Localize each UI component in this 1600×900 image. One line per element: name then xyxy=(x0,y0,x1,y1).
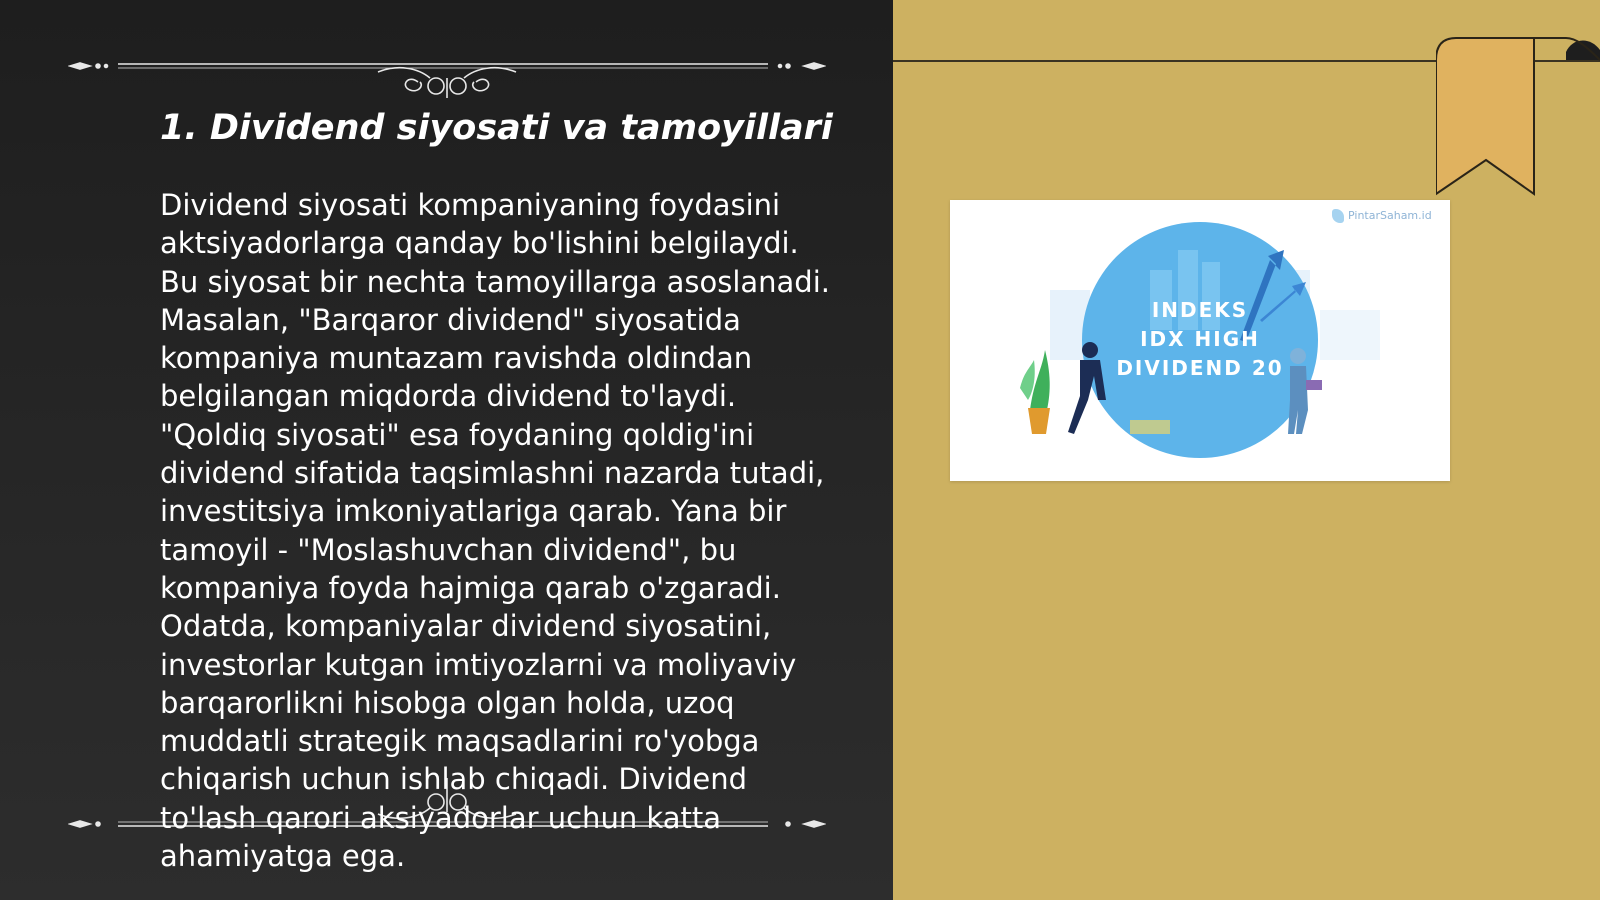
illustration-text-line-2: IDX HIGH xyxy=(1140,327,1260,351)
bookmark-ribbon-icon xyxy=(1436,36,1600,196)
illustration-text-line-3: DIVIDEND 20 xyxy=(1116,356,1284,380)
slide-body-text: Dividend siyosati kompaniyaning foydasini aktsiyadorlarga qanday bo'lishini belgilaydi. Bu siyosat bir nechta tamoyillarga asoslanadi. Masalan, "Barqaror dividend" siyosatida kompaniya muntazam ravishda oldindan belgilangan miqdorda dividend to'laydi. "Qoldiq siyosati" esa foydaning qoldig'ini dividend sifatida taqsimlashni nazarda tutadi, investitsiya imkoniyatlariga qarab. Yana bir tamoyil - "Moslashuvchan dividend", bu kompaniya foyda hajmiga qarab o'zgaradi. Odatda, kompaniyalar dividend siyosatini, investorlar kutgan imtiyozlarni va moliyaviy barqarorlikni hisobga olgan holda, uzoq muddatli strategik maqsadlarini ro'yobga chiqarish uchun ishlab chiqadi. Dividend to'lash qarori aksiyadorlar uchun katta ahamiyatga ega. xyxy=(160,188,830,874)
flourish-divider-icon xyxy=(68,38,826,98)
slide-title: 1. Dividend siyosati va tamoyillari xyxy=(160,108,833,148)
illustration-text-line-1: INDEKS xyxy=(1151,298,1249,322)
illustration-brand: PintarSaham.id xyxy=(1348,209,1432,222)
pintarsaham-logo-icon xyxy=(1332,209,1344,223)
illustration-idx-high-dividend xyxy=(950,200,1450,481)
